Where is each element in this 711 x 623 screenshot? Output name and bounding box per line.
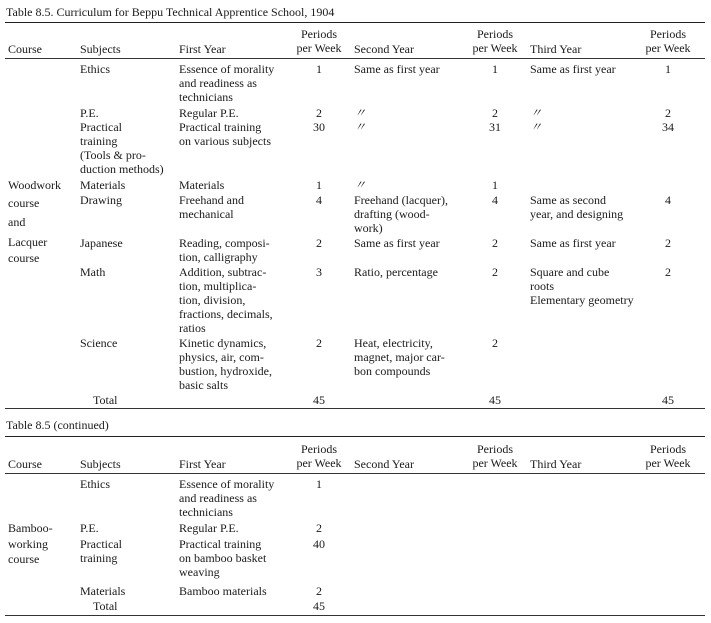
second-year-cell: magnet, major car- [354,350,445,364]
first-year-cell: weaving [179,565,220,579]
second-year-cell: Same as first year [354,62,440,76]
first-year-cell: on various subjects [179,134,271,148]
periods-first-year: 2 [316,584,322,598]
header-periods-2a: Periods [477,442,513,456]
second-year-cell: drafting (wood- [354,207,430,221]
periods-third-year: 34 [662,120,674,134]
table-top-rule [5,436,705,437]
third-year-cell: Square and cube [530,265,610,279]
periods-first-year: 2 [316,236,322,250]
subject-cell: Drawing [80,193,122,207]
header-periods-2a: Periods [477,27,513,41]
first-year-cell: tion, division, [179,293,246,307]
second-year-cell: bon compounds [354,364,431,378]
periods-first-year: 2 [316,521,322,535]
third-year-cell: year, and designing [530,207,624,221]
subject-cell: P.E. [80,521,99,535]
first-year-cell: mechanical [179,207,234,221]
first-year-cell: basic salts [179,378,228,392]
total-periods-2: 45 [489,393,501,407]
first-year-cell: on bamboo basket [179,551,267,565]
header-periods-1b: per Week [296,41,342,55]
course-label-line: Bamboo- [8,521,53,535]
second-year-cell: Heat, electricity, [354,336,433,350]
course-label-line: course [8,251,40,265]
second-year-cell: Freehand (lacquer), [354,193,448,207]
first-year-cell: ratios [179,321,206,335]
periods-third-year: 4 [665,193,671,207]
subject-cell: P.E. [80,106,99,120]
first-year-cell: Kinetic dynamics, [179,336,267,350]
total-label: Total [93,599,118,613]
first-year-cell: Regular P.E. [179,521,239,535]
periods-third-year: 2 [665,106,671,120]
periods-second-year: 2 [492,106,498,120]
header-course: Course [8,42,42,56]
periods-first-year: 2 [316,336,322,350]
periods-second-year: 31 [489,120,501,134]
header-periods-2b: per Week [472,41,518,55]
third-year-cell: Same as second [530,193,606,207]
course-label-line: course [8,196,40,210]
first-year-cell: physics, air, com- [179,350,264,364]
second-year-cell: work) [354,221,383,235]
header-periods-1b: per Week [296,456,342,470]
header-third-year: Third Year [530,457,582,471]
course-label-line: working [8,537,48,551]
header-first-year: First Year [179,42,226,56]
header-second-year: Second Year [354,457,414,471]
header-course: Course [8,457,42,471]
first-year-cell: Materials [179,178,225,192]
subject-cell: Ethics [80,62,110,76]
third-year-cell: Same as first year [530,236,616,250]
header-first-year: First Year [179,457,226,471]
first-year-cell: Freehand and [179,193,244,207]
periods-first-year: 4 [316,193,322,207]
total-periods-1: 45 [313,393,325,407]
subject-cell: Materials [80,178,126,192]
first-year-cell: Essence of morality [179,477,275,491]
subject-cell: Practical [80,120,122,134]
table-bottom-rule [5,615,705,616]
first-year-cell: Practical training [179,537,262,551]
course-label-line: Woodwork [8,178,62,192]
first-year-cell: Reading, composi- [179,236,270,250]
header-rule [5,58,705,59]
third-year-cell: 〃 [530,120,543,134]
third-year-cell: Same as first year [530,62,616,76]
second-year-cell: Ratio, percentage [354,265,438,279]
periods-second-year: 2 [492,336,498,350]
first-year-cell: bustion, hydroxide, [179,364,272,378]
table-bottom-rule [5,408,705,409]
total-periods-1: 45 [313,599,325,613]
header-second-year: Second Year [354,42,414,56]
header-periods-1a: Periods [301,27,337,41]
periods-first-year: 40 [313,537,325,551]
header-periods-3a: Periods [650,442,686,456]
periods-second-year: 1 [492,62,498,76]
first-year-cell: tion, multiplica- [179,279,257,293]
first-year-cell: technicians [179,90,233,104]
table-caption: Table 8.5. Curriculum for Beppu Technical Apprentice School, 1904 [6,5,335,19]
second-year-cell: 〃 [354,178,367,192]
periods-third-year: 2 [665,265,671,279]
first-year-cell: Addition, subtrac- [179,265,267,279]
periods-first-year: 1 [316,62,322,76]
header-subjects: Subjects [80,42,121,56]
header-periods-3b: per Week [645,456,691,470]
periods-first-year: 1 [316,477,322,491]
subject-cell: training [80,551,118,565]
header-rule [5,473,705,474]
table-caption: Table 8.5 (continued) [6,418,109,432]
periods-first-year: 1 [316,178,322,192]
second-year-cell: 〃 [354,120,367,134]
first-year-cell: tion, calligraphy [179,250,258,264]
third-year-cell: roots [530,279,554,293]
subject-cell: Materials [80,584,126,598]
header-subjects: Subjects [80,457,121,471]
periods-second-year: 2 [492,236,498,250]
header-periods-1a: Periods [301,442,337,456]
subject-cell: Science [80,336,118,350]
periods-first-year: 3 [316,265,322,279]
course-label-line: and [8,215,26,229]
first-year-cell: technicians [179,505,233,519]
first-year-cell: and readiness as [179,76,257,90]
total-label: Total [93,393,118,407]
first-year-cell: Essence of morality [179,62,275,76]
header-periods-3a: Periods [650,27,686,41]
subject-cell: Ethics [80,477,110,491]
periods-second-year: 1 [492,178,498,192]
first-year-cell: fractions, decimals, [179,307,273,321]
third-year-cell: Elementary geometry [530,293,634,307]
periods-third-year: 1 [665,62,671,76]
course-label-line: course [8,552,40,566]
first-year-cell: Practical training [179,120,262,134]
third-year-cell: 〃 [530,106,543,120]
periods-third-year: 2 [665,236,671,250]
header-third-year: Third Year [530,42,582,56]
header-periods-3b: per Week [645,41,691,55]
subject-cell: duction methods) [80,162,164,176]
second-year-cell: Same as first year [354,236,440,250]
periods-first-year: 30 [313,120,325,134]
periods-first-year: 2 [316,106,322,120]
header-periods-2b: per Week [472,456,518,470]
second-year-cell: 〃 [354,106,367,120]
first-year-cell: Regular P.E. [179,106,239,120]
periods-second-year: 2 [492,265,498,279]
subject-cell: Practical [80,537,122,551]
subject-cell: training [80,134,118,148]
subject-cell: Math [80,265,106,279]
course-label-line: Lacquer [8,235,48,249]
first-year-cell: and readiness as [179,491,257,505]
subject-cell: Japanese [80,236,123,250]
subject-cell: (Tools & pro- [80,148,146,162]
total-periods-3: 45 [662,393,674,407]
first-year-cell: Bamboo materials [179,584,267,598]
periods-second-year: 4 [492,193,498,207]
table-top-rule [5,22,705,23]
